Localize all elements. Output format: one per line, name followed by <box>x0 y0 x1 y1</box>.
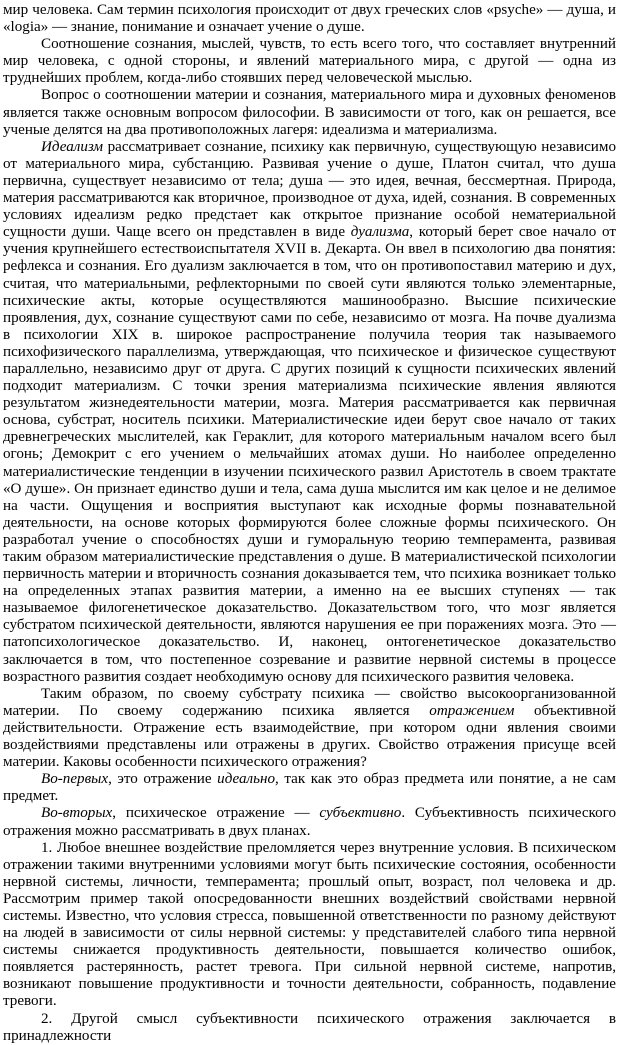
body-paragraph <box>3 87 616 138</box>
paragraph-text: , это отражение <box>108 771 218 788</box>
italic-term: Идеализм <box>41 138 104 155</box>
body-paragraph <box>3 36 616 87</box>
body-paragraph <box>3 805 616 839</box>
body-paragraph <box>3 2 616 36</box>
body-paragraph <box>3 840 616 1011</box>
italic-term: Во-первых <box>41 771 109 788</box>
body-paragraph <box>3 1011 616 1045</box>
paragraph-text: Вопрос о соотношении материи и сознания, материального мира и духовных феноменов является также основным вопросом философии. В зависимости от того, как он решается, все ученые делятся на два противоположных лагеря: идеализма и материализма. <box>3 87 616 138</box>
body-paragraph <box>3 686 616 771</box>
paragraph-text: Соотношение сознания, мыслей, чувств, то есть всего того, что составляет внутренний мир человека, с одной стороны, и явлений материального мира, с другой — одна из труднейших проблем, когда-либо стоявших перед человеческой мыслью. <box>3 36 616 87</box>
italic-term: дуализма <box>350 224 410 241</box>
paragraph-text: , так как это образ предмета или понятие, а не сам предмет. <box>3 771 616 805</box>
paragraph-text: . Субъективность психического отражения можно рассматривать в двух планах. <box>3 805 616 839</box>
italic-term: идеально <box>217 771 276 788</box>
paragraph-text: Таким образом, по своему субстрату психика — свойство высокоорганизованной материи. По своему содержанию психика является <box>3 685 616 719</box>
paragraph-text: , психическое отражение — <box>112 805 320 822</box>
paragraph-text: 2. Другой смысл субъективности психического отражения заключается в принадлежности <box>3 1010 616 1044</box>
paragraph-text: , который берет свое начало от учения крупнейшего естествоиспытателя XVII в. Декарта. Он ввел в психологию два понятия: рефлекса и сознания. Его дуализм заключается в том, что он противопоставил материю и дух, считая, что материальными, рефлекторными по своей сути являются только элементарные, психические акты, которые осуществляются машинообразно. Высшие психические проявления, дух, сознание существуют сами по себе, независимо от мозга. На почве дуализма в психологии XIX в. широкое распространение получила теория так называемого психофизического параллелизма, утверждающая, что психическое и физическое существуют параллельно, независимо друг от друга. С других позиций к сущности психических явлений подходит материализм. С точки зрения материализма психические явления являются результатом жизнедеятельности материи, мозга. Материя рассматривается как первичная основа, субстрат, носитель психики. Материалистические идеи берут свое начало от таких древнегреческих мыслителей, как Гераклит, для которого материальным началом всего был огонь; Демокрит с его учением о мельчайших атомах души. Но наиболее определенно материалистические тенденции в изучении психического развил Аристотель в своем трактате «О душе». Он признает единство души и тела, сама душа мыслится им как целое и не делимое на части. Ощущения и восприятия выступают как исходные формы познавательной деятельности, на основе которых формируются более сложные формы психического. Он разработал учение о способностях души и гуморальную теорию темперамента, развивая таким образом материалистические представления о душе. В материалистической психологии первичность материи и вторичность сознания доказывается тем, что психика возникает только на определенных этапах развития материи, а именно на ее высших ступенях — так называемое филогенетическое доказательство. Доказательством того, что мозг является субстратом психической деятельности, являются нарушения ее при поражениях мозга. Это — патопсихологическое доказательство. И, наконец, онтогенетическое доказательство заключается в том, что постепенное созревание и развитие нервной системы в процессе возрастного развития создает необходимую основу для психического развития человека. <box>3 224 616 685</box>
paragraph-text: объективной действительности. Отражение есть взаимодействие, при котором одни явления своими воздействиями представлены или отражены в других. Свойство отражения присуще всей материи. Каковы особенности психического отражения? <box>3 702 616 771</box>
paragraph-text: 1. Любое внешнее воздействие преломляется через внутренние условия. В психическом отражении такими внутренними условиями могут быть психические состояния, особенности нервной системы, личности, темперамента; прошлый опыт, возраст, пол человека и др. Рассмотрим пример такой опосредованности внешних воздействий свойствами нервной системы. Известно, что условия стресса, повышенной ответственности по разному действуют на людей в зависимости от силы нервной системы: у представителей слабого типа нервной системы снижается продуктивность деятельности, повышается количество ошибок, появляется растерянность, растет тревога. При сильной нервной системе, напротив, возникают повышение продуктивности и точности деятельности, собранность, подавление тревоги. <box>3 839 616 1010</box>
italic-term: отражением <box>429 702 515 719</box>
body-paragraph <box>3 771 616 805</box>
italic-term: Во-вторых <box>41 805 113 822</box>
paragraph-text: рассматривает сознание, психику как первичную, существующую независимо от материального мира, субстанцию. Развивая учение о душе, Платон считал, что душа первична, существует независимо от тела; душа — это идея, вечная, бессмертная. Природа, материя рассматриваются как вторичное, производное от духа, идей, сознания. В современных условиях идеализм редко предстает как открытое признание особой нематериальной сущности души. Чаще всего он представлен в виде <box>3 138 616 241</box>
body-paragraph <box>3 139 616 686</box>
paragraph-text: мир человека. Сам термин психология происходит от двух греческих слов «psyche» — душа, и «logia» — знание, понимание и означает учение о душе. <box>3 2 616 36</box>
italic-term: субъективно <box>319 805 402 822</box>
